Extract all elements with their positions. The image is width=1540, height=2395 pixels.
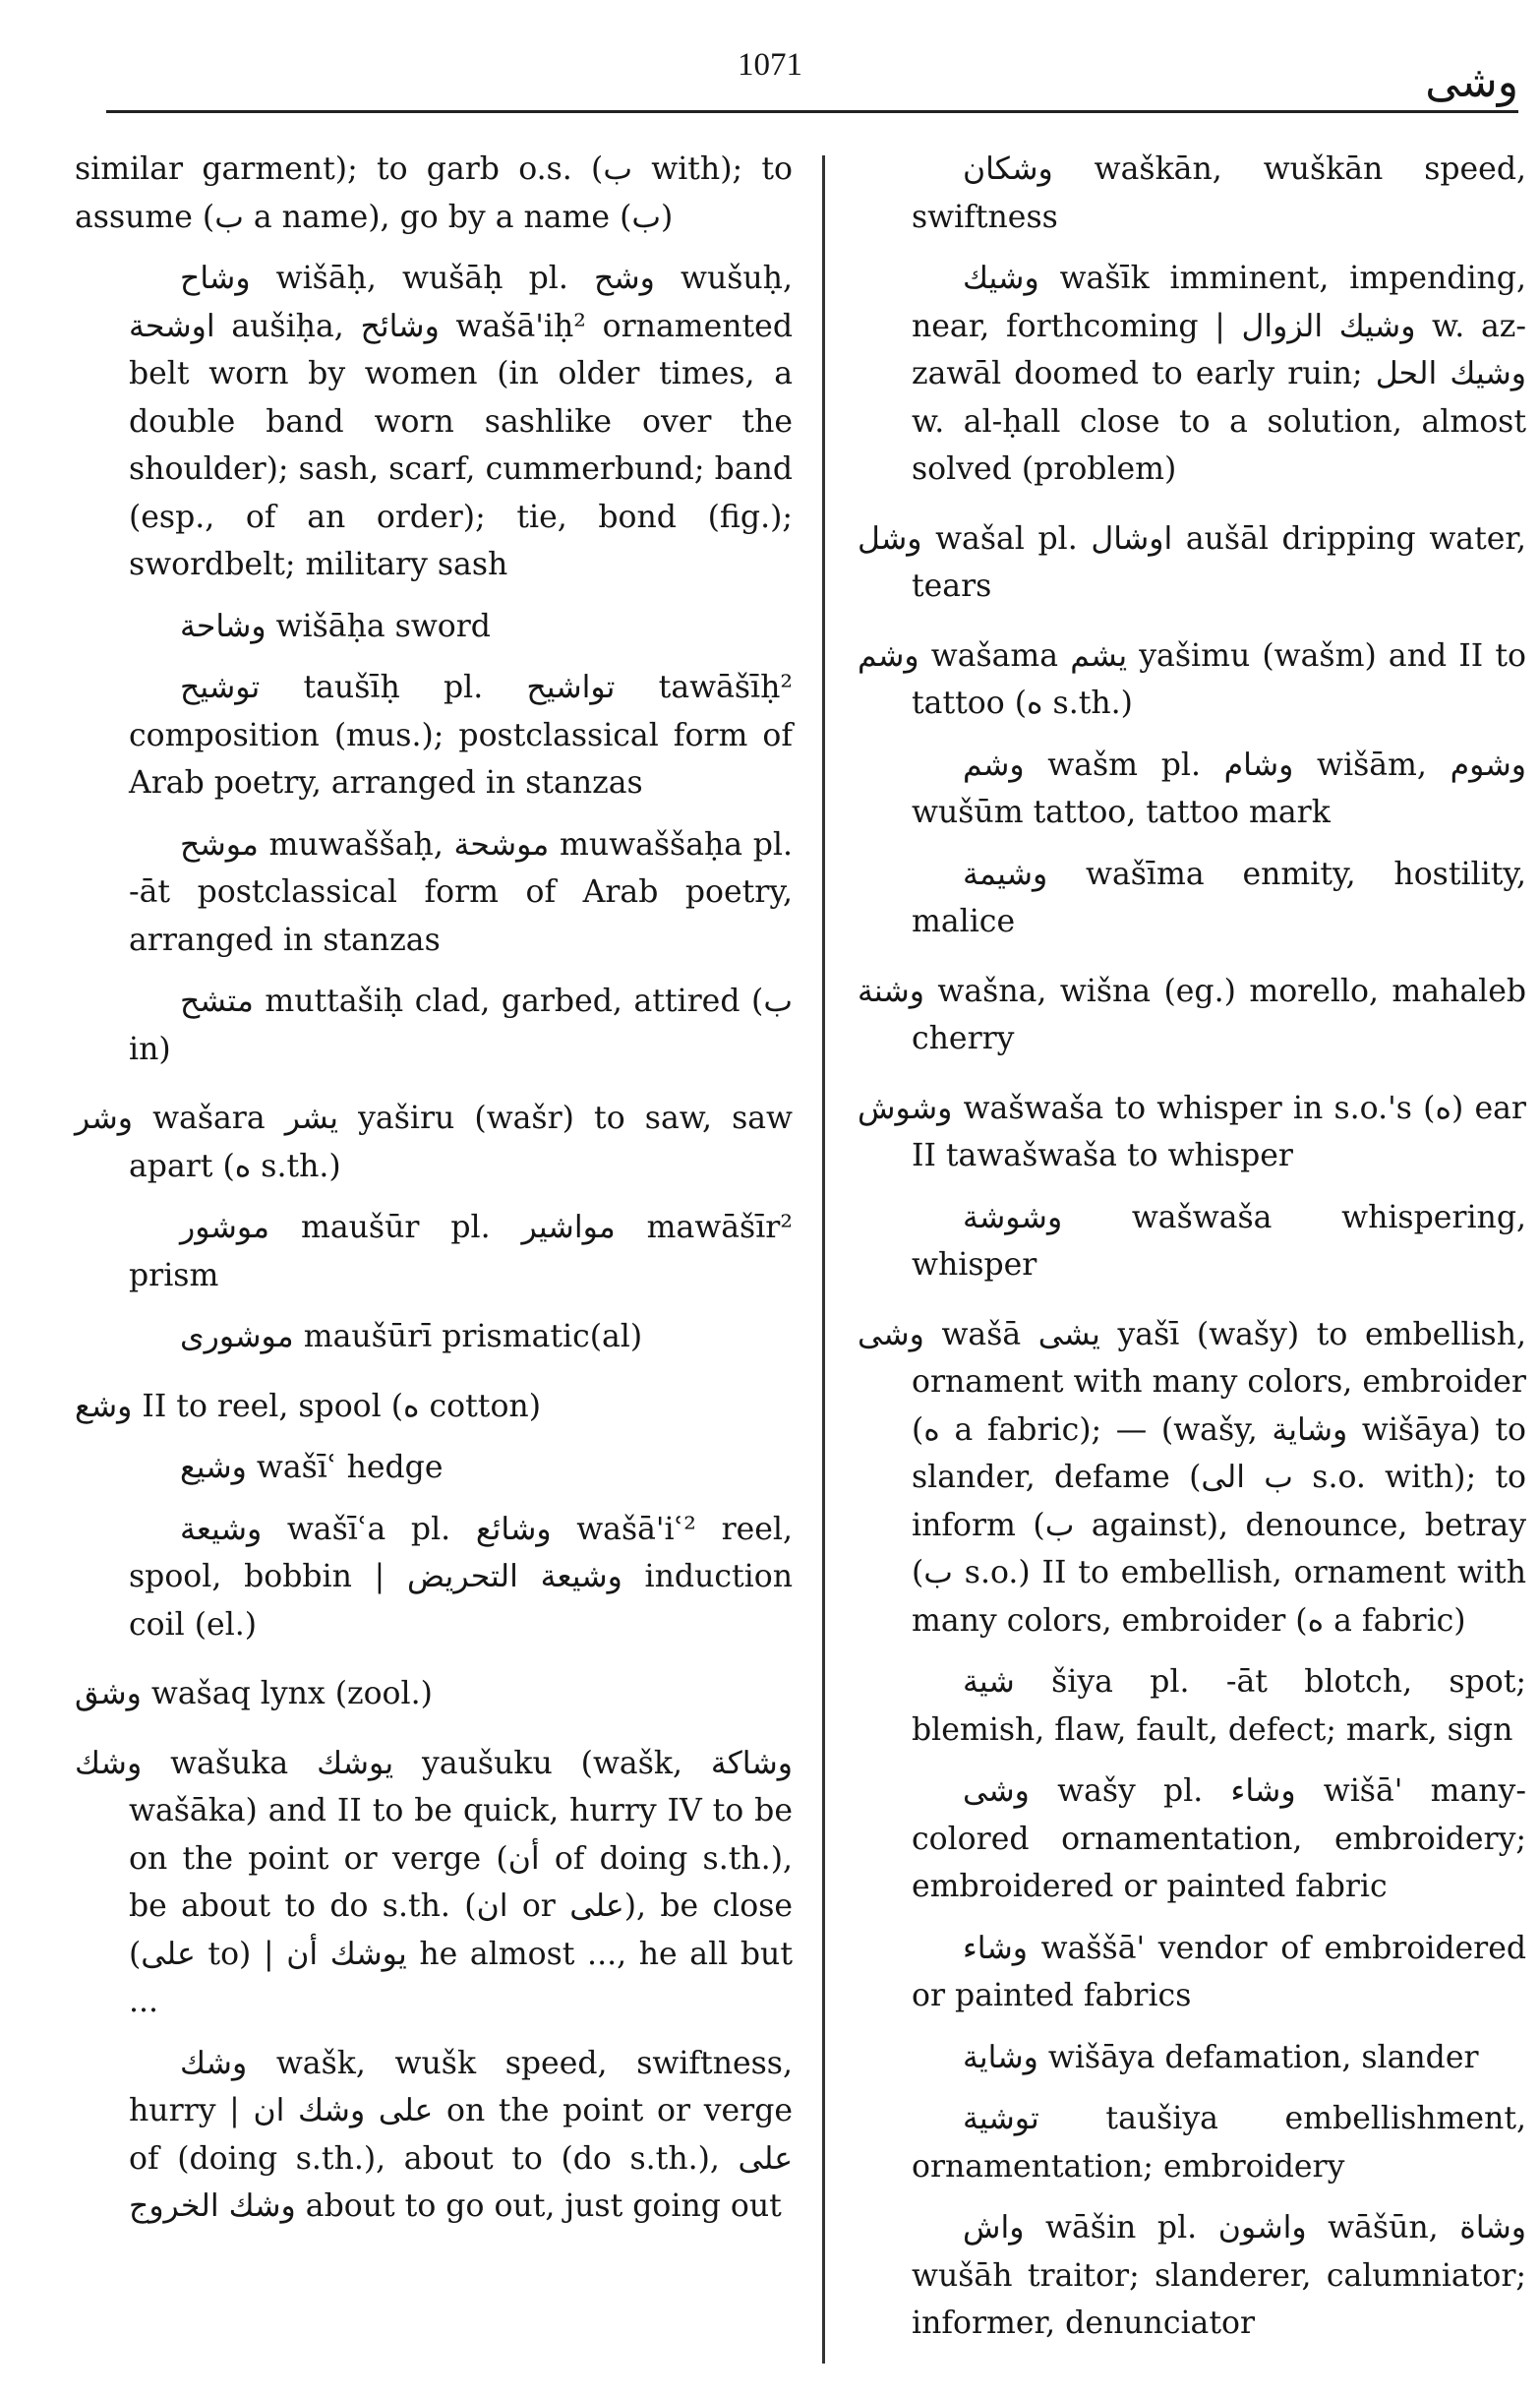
dictionary-entry: وشيع wašīʿ hedge	[180, 1450, 444, 1485]
column-divider	[822, 155, 825, 2364]
running-head: وشى	[1425, 57, 1518, 107]
dictionary-entry: وشك wašk, wušk speed, swiftness, hurry | على وشك ان on the point or verge of (doing s.th.), about to (do s.th.), على وشك الخروج about to go out, just going out	[129, 2045, 794, 2224]
dictionary-entry: وشكان waškān, wuškān speed, swiftness	[912, 151, 1526, 235]
dictionary-entry: similar garment); to garb o.s. (ب with); to assume (ب a name), go by a name (ب)	[75, 151, 793, 235]
dictionary-entry: توشية taušiya embellishment, ornamentation; embroidery	[912, 2101, 1526, 2185]
left-column	[75, 146, 793, 2231]
dictionary-entry: وشيعة wašīʿa pl. وشائع wašā'iʿ² reel, spool, bobbin | وشيعة التحريض induction coil (el.)	[129, 1511, 793, 1643]
dictionary-entry: وشيك wašīk imminent, impending, near, forthcoming | وشيك الزوال w. az-zawāl doomed to early ruin; وشيك الحل w. al-ḥall close to a solution, almost solved (problem)	[912, 261, 1526, 487]
dictionary-root-entry: وشع II to reel, spool (ه cotton)	[75, 1388, 541, 1424]
dictionary-entry: توشيح taušīḥ pl. تواشيح tawāšīḥ² composition (mus.); postclassical form of Arab poetry, arranged in stanzas	[129, 670, 793, 801]
header-rule	[106, 110, 1518, 113]
dictionary-entry: موشور maušūr pl. مواشير mawāšīr² prism	[129, 1210, 793, 1293]
dictionary-entry: متشح muttašiḥ clad, garbed, attired (ب in)	[129, 984, 793, 1067]
dictionary-entry: وشاء waššā' vendor of embroidered or painted fabrics	[912, 1930, 1526, 2013]
dictionary-root-entry: وشنة wašna, wišna (eg.) morello, mahaleb cherry	[858, 973, 1526, 1056]
dictionary-entry: موشح muwaššaḥ, موشحة muwaššaḥa pl. -āt postclassical form of Arab poetry, arranged in stanzas	[129, 826, 793, 958]
dictionary-entry: واش wāšin pl. واشون wāšūn, وشاة wušāh traitor; slanderer, calumniator; informer, denunciator	[912, 2210, 1527, 2341]
dictionary-entry: موشورى maušūrī prismatic(al)	[180, 1319, 643, 1354]
dictionary-root-entry: وشك wašuka يوشك yaušuku (wašk, وشاكة wašāka) and II to be quick, hurry IV to be on the point or verge (أن of doing s.th.), be about to do s.th. (ان or على), be close (على to) | يوشك أن he almost ..., he all but ...	[75, 1745, 793, 2019]
dictionary-entry: شية šiya pl. -āt blotch, spot; blemish, flaw, fault, defect; mark, sign	[912, 1664, 1526, 1748]
dictionary-entry: وشى wašy pl. وشاء wišā' many-colored ornamentation, embroidery; embroidered or painted fabric	[912, 1773, 1527, 1904]
dictionary-root-entry: وشوش wašwaša to whisper in s.o.'s (ه) ear II tawašwaša to whisper	[858, 1090, 1526, 1173]
dictionary-root-entry: وشر wašara يشر yaširu (wašr) to saw, saw apart (ه s.th.)	[75, 1101, 794, 1184]
dictionary-root-entry: وشم wašama يشم yašimu (wašm) and II to tattoo (ه s.th.)	[858, 637, 1526, 721]
dictionary-entry: وشيمة wašīma enmity, hostility, malice	[912, 856, 1526, 939]
right-column	[858, 146, 1526, 2348]
dictionary-root-entry: وشق wašaq lynx (zool.)	[75, 1676, 433, 1711]
dictionary-entry: وشاية wišāya defamation, slander	[963, 2039, 1479, 2075]
dictionary-entry: وشاح wišāḥ, wušāḥ pl. وشح wušuḥ, اوشحة aušiḥa, وشائح wašā'iḥ² ornamented belt worn by women (in older times, a double band worn sashlike over the shoulder); sash, scarf, cummerbund; band (esp., of an order); tie, bond (fig.); swordbelt; military sash	[129, 261, 793, 582]
dictionary-root-entry: وشل wašal pl. اوشال aušāl dripping water, tears	[858, 520, 1526, 604]
dictionary-root-entry: وشى wašā يشى yašī (wašy) to embellish, ornament with many colors, embroider (ه a fabric); — (wašy, وشاية wišāya) to slander, defame (ب الى s.o. with); to inform (ب against), denounce, betray (ب s.o.) II to embellish, ornament with many colors, embroider (ه a fabric)	[858, 1316, 1527, 1639]
dictionary-entry: وشم wašm pl. وشام wišām, وشوم wušūm tattoo, tattoo mark	[912, 747, 1526, 830]
page-number: 1071	[738, 47, 802, 83]
dictionary-entry: وشاحة wišāḥa sword	[180, 608, 491, 644]
dictionary-entry: وشوشة wašwaša whispering, whisper	[912, 1199, 1526, 1283]
